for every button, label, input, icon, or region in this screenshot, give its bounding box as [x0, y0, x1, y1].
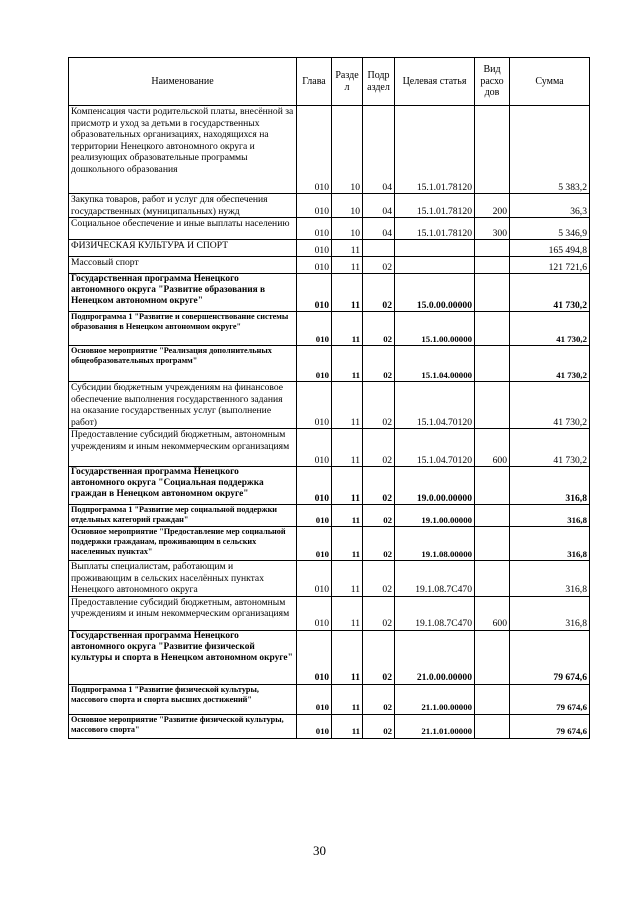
table-row [69, 312, 590, 346]
table-row [69, 714, 590, 738]
cell-summa: 79 674,6 [510, 714, 590, 738]
header-name: Наименование [69, 58, 297, 106]
cell-name: Государственная программа Ненецкого автономного округа "Развитие образования в Ненецком автономном округе" [69, 274, 297, 312]
cell-razdel: 11 [332, 257, 363, 274]
header-summa: Сумма [510, 58, 590, 106]
cell-name: Подпрограмма 1 "Развитие мер социальной поддержки отдельных категорий граждан" [69, 505, 297, 527]
table-row [69, 274, 590, 312]
cell-name: Предоставление субсидий бюджетным, автономным учреждениям и иным некоммерческим организациям [69, 429, 297, 467]
cell-podrazdel: 02 [363, 684, 395, 714]
cell-razdel: 11 [332, 312, 363, 346]
cell-podrazdel: 02 [363, 312, 395, 346]
cell-podrazdel: 02 [363, 561, 395, 597]
cell-vid: 300 [475, 218, 510, 240]
cell-razdel: 10 [332, 106, 363, 194]
cell-celevaya: 19.1.00.00000 [395, 505, 475, 527]
cell-celevaya: 15.1.01.78120 [395, 194, 475, 218]
cell-razdel: 11 [332, 346, 363, 382]
cell-summa: 41 730,2 [510, 346, 590, 382]
cell-glava: 010 [297, 218, 332, 240]
cell-summa: 41 730,2 [510, 312, 590, 346]
cell-name: Основное мероприятие "Развитие физической культуры, массового спорта" [69, 714, 297, 738]
cell-name: Субсидии бюджетным учреждениям на финансовое обеспечение выполнения государственного задания на оказание государственных услуг (выполнение работ) [69, 382, 297, 429]
table-row [69, 106, 590, 194]
cell-podrazdel: 02 [363, 346, 395, 382]
cell-vid [475, 240, 510, 257]
table-row [69, 218, 590, 240]
cell-name: Предоставление субсидий бюджетным, автономным учреждениям и иным некоммерческим организациям [69, 596, 297, 630]
table-body [69, 106, 590, 739]
table-row [69, 429, 590, 467]
cell-razdel: 11 [332, 714, 363, 738]
cell-razdel: 11 [332, 596, 363, 630]
cell-summa: 316,8 [510, 527, 590, 561]
cell-razdel: 11 [332, 467, 363, 505]
cell-razdel: 11 [332, 684, 363, 714]
cell-celevaya: 15.1.01.78120 [395, 218, 475, 240]
cell-glava: 010 [297, 106, 332, 194]
header-row [69, 58, 590, 106]
cell-vid [475, 714, 510, 738]
table-row [69, 194, 590, 218]
cell-podrazdel: 02 [363, 630, 395, 684]
cell-name: ФИЗИЧЕСКАЯ КУЛЬТУРА И СПОРТ [69, 240, 297, 257]
cell-summa: 316,8 [510, 596, 590, 630]
cell-vid: 600 [475, 429, 510, 467]
cell-name: Массовый спорт [69, 257, 297, 274]
cell-podrazdel: 02 [363, 429, 395, 467]
cell-celevaya: 15.1.04.70120 [395, 382, 475, 429]
cell-celevaya: 21.1.00.00000 [395, 684, 475, 714]
header-podrazdel: Подр аздел [363, 58, 395, 106]
cell-glava: 010 [297, 527, 332, 561]
cell-celevaya [395, 257, 475, 274]
cell-razdel: 11 [332, 382, 363, 429]
cell-glava: 010 [297, 194, 332, 218]
cell-vid [475, 312, 510, 346]
cell-name: Компенсация части родительской платы, внесённой за присмотр и уход за детьми в государственных образовательных организациях, находящихся на территории Ненецкого автономного округа и реализующих образовательные программы дошкольного образования [69, 106, 297, 194]
cell-podrazdel: 02 [363, 257, 395, 274]
cell-glava: 010 [297, 240, 332, 257]
page-number: 30 [313, 843, 326, 858]
table-row [69, 505, 590, 527]
cell-vid [475, 257, 510, 274]
table-row [69, 561, 590, 597]
cell-summa: 165 494,8 [510, 240, 590, 257]
cell-celevaya: 19.0.00.00000 [395, 467, 475, 505]
cell-name: Закупка товаров, работ и услуг для обеспечения государственных (муниципальных) нужд [69, 194, 297, 218]
cell-vid [475, 684, 510, 714]
cell-vid [475, 561, 510, 597]
cell-glava: 010 [297, 429, 332, 467]
cell-celevaya [395, 240, 475, 257]
cell-podrazdel: 02 [363, 596, 395, 630]
cell-name: Социальное обеспечение и иные выплаты населению [69, 218, 297, 240]
table-row [69, 467, 590, 505]
cell-name: Основное мероприятие "Предоставление мер социальной поддержки гражданам, проживающим в сельских населенных пунктах" [69, 527, 297, 561]
cell-razdel: 11 [332, 505, 363, 527]
budget-table [68, 57, 590, 739]
cell-glava: 010 [297, 257, 332, 274]
cell-vid [475, 346, 510, 382]
cell-summa: 79 674,6 [510, 684, 590, 714]
cell-summa: 41 730,2 [510, 382, 590, 429]
header-razdel: Разде л [332, 58, 363, 106]
cell-podrazdel: 02 [363, 527, 395, 561]
table-row [69, 684, 590, 714]
cell-glava: 010 [297, 684, 332, 714]
cell-celevaya: 19.1.08.00000 [395, 527, 475, 561]
cell-glava: 010 [297, 561, 332, 597]
cell-podrazdel: 02 [363, 274, 395, 312]
cell-summa: 41 730,2 [510, 429, 590, 467]
cell-glava: 010 [297, 382, 332, 429]
table-row [69, 240, 590, 257]
cell-razdel: 11 [332, 274, 363, 312]
cell-name: Подпрограмма 1 "Развитие физической культуры, массового спорта и спорта высших достижений" [69, 684, 297, 714]
cell-razdel: 10 [332, 194, 363, 218]
cell-vid [475, 106, 510, 194]
cell-glava: 010 [297, 505, 332, 527]
cell-glava: 010 [297, 630, 332, 684]
table-row [69, 382, 590, 429]
cell-vid: 600 [475, 596, 510, 630]
cell-podrazdel: 04 [363, 218, 395, 240]
cell-razdel: 11 [332, 240, 363, 257]
cell-celevaya: 19.1.08.7С470 [395, 596, 475, 630]
cell-summa: 316,8 [510, 467, 590, 505]
cell-razdel: 11 [332, 630, 363, 684]
cell-vid: 200 [475, 194, 510, 218]
cell-summa: 79 674,6 [510, 630, 590, 684]
cell-summa: 5 346,9 [510, 218, 590, 240]
cell-summa: 121 721,6 [510, 257, 590, 274]
cell-glava: 010 [297, 312, 332, 346]
cell-vid [475, 382, 510, 429]
cell-glava: 010 [297, 714, 332, 738]
cell-summa: 316,8 [510, 561, 590, 597]
cell-razdel: 11 [332, 429, 363, 467]
cell-razdel: 11 [332, 561, 363, 597]
cell-vid [475, 505, 510, 527]
cell-celevaya: 15.1.04.70120 [395, 429, 475, 467]
cell-name: Государственная программа Ненецкого автономного округа "Социальная поддержка граждан в Ненецком автономном округе" [69, 467, 297, 505]
cell-name: Государственная программа Ненецкого автономного округа "Развитие физической культуры и спорта в Ненецком автономном округе" [69, 630, 297, 684]
cell-podrazdel: 02 [363, 467, 395, 505]
cell-razdel: 11 [332, 527, 363, 561]
cell-razdel: 10 [332, 218, 363, 240]
cell-celevaya: 15.1.00.00000 [395, 312, 475, 346]
cell-summa: 5 383,2 [510, 106, 590, 194]
table-row [69, 527, 590, 561]
cell-name: Основное мероприятие "Реализация дополнительных общеобразовательных программ" [69, 346, 297, 382]
cell-podrazdel: 04 [363, 106, 395, 194]
header-celevaya: Целевая статья [395, 58, 475, 106]
cell-podrazdel: 04 [363, 194, 395, 218]
cell-celevaya: 21.0.00.00000 [395, 630, 475, 684]
cell-glava: 010 [297, 346, 332, 382]
cell-podrazdel: 02 [363, 382, 395, 429]
cell-celevaya: 15.1.01.78120 [395, 106, 475, 194]
cell-podrazdel: 02 [363, 714, 395, 738]
table-row [69, 257, 590, 274]
cell-podrazdel [363, 240, 395, 257]
cell-summa: 316,8 [510, 505, 590, 527]
cell-glava: 010 [297, 274, 332, 312]
cell-vid [475, 467, 510, 505]
table-row [69, 596, 590, 630]
header-glava: Глава [297, 58, 332, 106]
cell-celevaya: 15.1.04.00000 [395, 346, 475, 382]
cell-vid [475, 527, 510, 561]
cell-summa: 41 730,2 [510, 274, 590, 312]
cell-name: Подпрограмма 1 "Развитие и совершенствование системы образования в Ненецком автономном округе" [69, 312, 297, 346]
header-vid: Вид расхо дов [475, 58, 510, 106]
cell-vid [475, 630, 510, 684]
cell-celevaya: 21.1.01.00000 [395, 714, 475, 738]
cell-celevaya: 15.0.00.00000 [395, 274, 475, 312]
cell-summa: 36,3 [510, 194, 590, 218]
cell-glava: 010 [297, 467, 332, 505]
cell-glava: 010 [297, 596, 332, 630]
table-row [69, 346, 590, 382]
cell-celevaya: 19.1.08.7С470 [395, 561, 475, 597]
table-row [69, 630, 590, 684]
cell-vid [475, 274, 510, 312]
cell-podrazdel: 02 [363, 505, 395, 527]
cell-name: Выплаты специалистам, работающим и проживающим в сельских населённых пунктах Ненецкого автономного округа [69, 561, 297, 597]
